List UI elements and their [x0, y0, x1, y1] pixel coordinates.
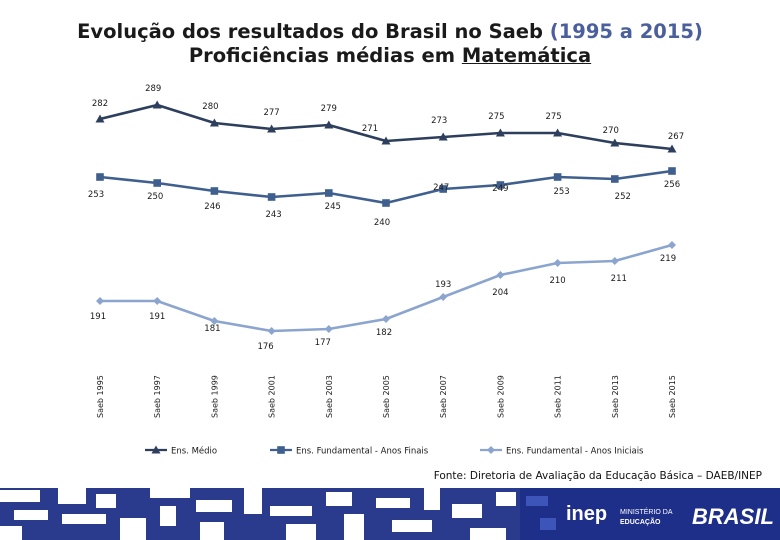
data-point-s3-2 — [153, 297, 161, 305]
data-point-s3-7 — [439, 293, 447, 301]
data-label-s3-5: 177 — [314, 338, 331, 348]
data-point-s2-3 — [211, 187, 219, 195]
data-point-s2-9 — [554, 173, 562, 181]
data-point-s2-4 — [268, 193, 276, 201]
data-label-s3-8: 204 — [492, 288, 509, 298]
legend-label-3: Ens. Fundamental - Anos Iniciais — [506, 446, 644, 457]
legend-swatch-marker-2 — [277, 446, 285, 454]
data-point-s3-11 — [668, 241, 676, 249]
brasil-logo-text: BRASIL — [692, 504, 774, 529]
data-label-s3-2: 191 — [149, 312, 166, 322]
data-point-s3-10 — [611, 257, 619, 265]
data-point-s2-11 — [668, 167, 676, 175]
x-tick-label-9: Saeb 2011 — [553, 375, 563, 418]
x-tick-label-3: Saeb 1999 — [210, 375, 220, 418]
data-label-s2-4: 243 — [265, 210, 282, 220]
data-label-s1-11: 267 — [667, 132, 685, 142]
data-point-s2-5 — [325, 189, 333, 197]
data-label-s3-1: 191 — [89, 312, 107, 322]
data-label-s3-6: 182 — [375, 328, 393, 338]
data-label-s1-4: 277 — [263, 108, 280, 118]
data-label-s1-2: 289 — [145, 84, 162, 94]
data-label-s2-9: 253 — [553, 187, 570, 197]
data-label-s2-1: 253 — [87, 190, 105, 200]
data-label-s3-11: 219 — [659, 254, 677, 264]
x-tick-label-4: Saeb 2001 — [267, 375, 277, 418]
data-point-s2-2 — [153, 179, 161, 187]
data-point-s2-6 — [382, 199, 390, 207]
title-main: Evolução dos resultados do Brasil no Saeb — [77, 20, 543, 43]
data-label-s1-9: 275 — [545, 112, 562, 122]
data-label-s1-7: 273 — [431, 116, 448, 126]
data-label-s2-7: 247 — [433, 183, 450, 193]
data-label-s2-2: 250 — [147, 192, 164, 202]
data-label-s3-4: 176 — [257, 342, 274, 352]
data-label-s3-10: 211 — [610, 274, 627, 284]
source-note: Fonte: Diretoria de Avaliação da Educação Básica – DAEB/INEP — [433, 470, 762, 482]
data-point-s3-4 — [268, 327, 276, 335]
x-tick-label-11: Saeb 2015 — [668, 375, 677, 418]
series-line-2 — [100, 171, 672, 203]
legend-label-2: Ens. Fundamental - Anos Finais — [296, 446, 429, 457]
brasil-logo — [692, 504, 774, 529]
data-point-s2-10 — [611, 175, 619, 183]
data-label-s1-8: 275 — [488, 112, 505, 122]
x-tick-label-2: Saeb 1997 — [153, 375, 163, 418]
title-prefix: Proficiências médias em — [188, 44, 456, 67]
x-tick-label-10: Saeb 2013 — [610, 375, 620, 418]
data-label-s2-5: 245 — [324, 202, 341, 212]
ministry-line-1: MINISTÉRIO DA — [620, 509, 673, 516]
data-point-s3-1 — [96, 297, 104, 305]
data-label-s2-11: 256 — [663, 180, 681, 190]
inep-logo-text: inep — [566, 503, 608, 525]
data-point-s3-5 — [325, 325, 333, 333]
data-label-s1-1: 282 — [91, 99, 109, 109]
data-label-s3-9: 210 — [549, 276, 566, 286]
data-point-s3-9 — [554, 259, 562, 267]
legend-swatch-marker-3 — [487, 446, 495, 454]
footer-banner — [0, 488, 780, 540]
data-label-s3-3: 181 — [204, 324, 221, 334]
legend-label-1: Ens. Médio — [171, 446, 218, 457]
data-label-s1-5: 279 — [320, 104, 337, 114]
x-tick-label-6: Saeb 2005 — [382, 375, 391, 418]
data-point-s3-8 — [496, 271, 504, 279]
x-tick-label-8: Saeb 2009 — [496, 375, 506, 418]
data-label-s2-10: 252 — [614, 192, 631, 202]
title-years: (1995 a 2015) — [549, 20, 703, 43]
data-label-s2-6: 240 — [373, 218, 391, 228]
data-label-s3-7: 193 — [435, 280, 452, 290]
x-tick-label-5: Saeb 2003 — [324, 375, 334, 418]
data-label-s2-8: 249 — [492, 184, 509, 194]
data-label-s1-3: 280 — [202, 102, 219, 112]
x-tick-label-7: Saeb 2007 — [439, 375, 449, 418]
data-label-s1-6: 271 — [361, 124, 379, 134]
data-label-s1-10: 270 — [602, 126, 619, 136]
data-point-s2-1 — [96, 173, 104, 181]
title-subject: Matemática — [461, 44, 592, 67]
x-tick-label-1: Saeb 1995 — [96, 375, 105, 418]
inep-logo — [566, 503, 607, 525]
data-point-s3-6 — [382, 315, 390, 323]
ministry-line-2: EDUCAÇÃO — [620, 519, 661, 526]
data-label-s2-3: 246 — [204, 202, 221, 212]
